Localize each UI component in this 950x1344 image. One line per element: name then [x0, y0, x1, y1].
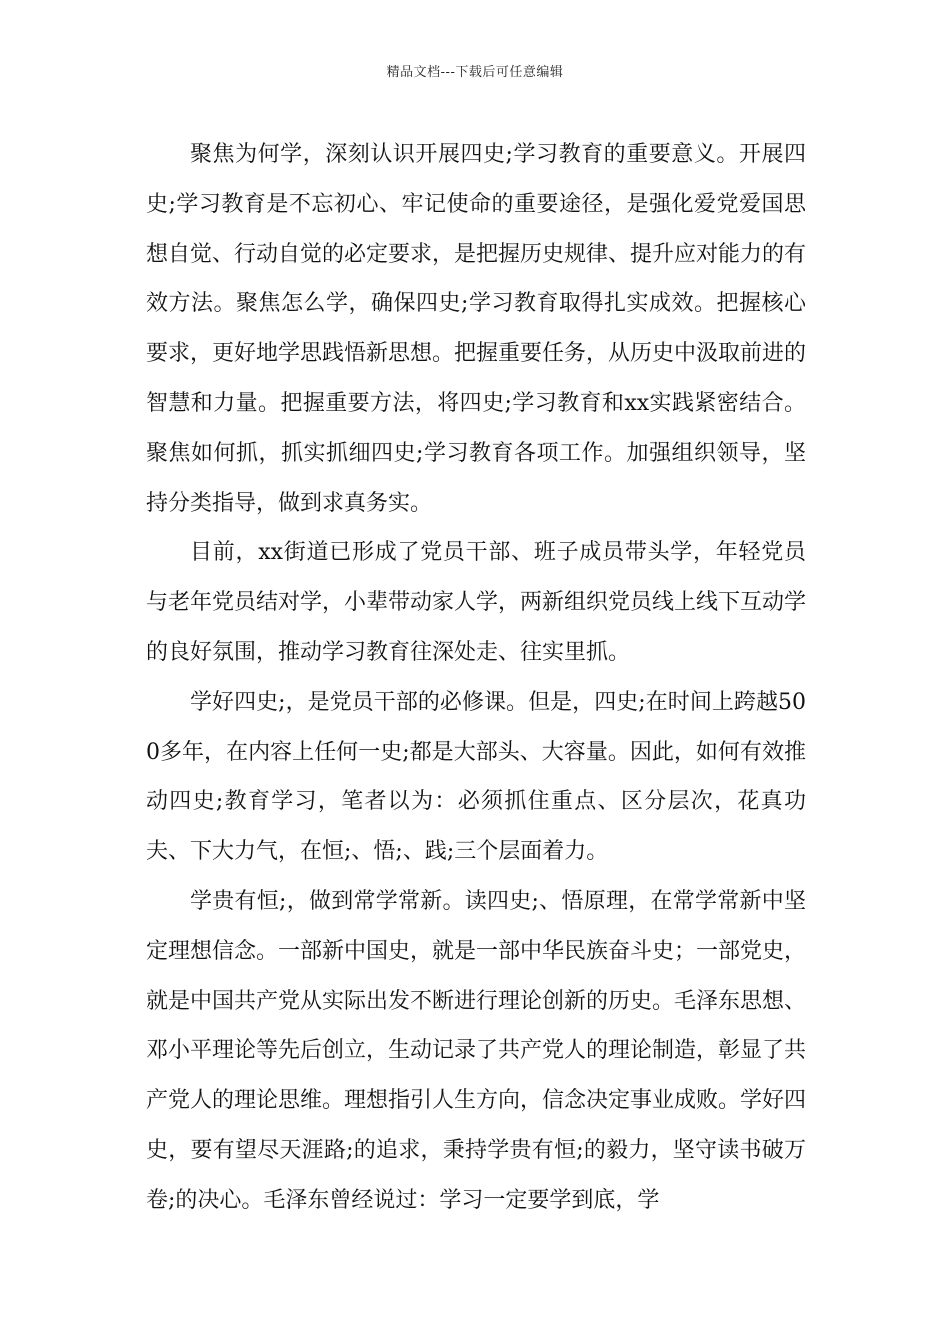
paragraph-1: 聚焦为何学，深刻认识开展四史;学习教育的重要意义。开展四史;学习教育是不忘初心、牢记使命的重要途径，是强化爱党爱国思想自觉、行动自觉的必定要求，是把握历史规律、提升应对能力的有效方法。聚焦怎么学，确保四史;学习教育取得扎实成效。把握核心要求，更好地学思践悟新思想。把握重要任务，从历史中汲取前进的智慧和力量。把握重要方法，将四史;学习教育和xx实践紧密结合。聚焦如何抓，抓实抓细四史;学习教育各项工作。加强组织领导，坚持分类指导，做到求真务实。: [146, 142, 807, 516]
document-body: [146, 130, 806, 1226]
page-header: 精品文档---下载后可任意编辑: [386, 65, 564, 80]
paragraph-2: 目前，xx街道已形成了党员干部、班子成员带头学，年轻党员与老年党员结对学，小辈带动家人学，两新组织党员线上线下互动学的良好氛围，推动学习教育往深处走、往实里抓。: [146, 540, 807, 665]
paragraph-4: 学贵有恒;，做到常学常新。读四史;、悟原理，在常学常新中坚定理想信念。一部新中国史，就是一部中华民族奋斗史；一部党史，就是中国共产党从实际出发不断进行理论创新的历史。毛泽东思想、邓小平理论等先后创立，生动记录了共产党人的理论制造，彰显了共产党人的理论思维。理想指引人生方向，信念决定事业成败。学好四史，要有望尽天涯路;的追求，秉持学贵有恒;的毅力，坚守读书破万卷;的决心。毛泽东曾经说过：学习一定要学到底，学: [146, 888, 807, 1213]
paragraph-3: 学好四史;，是党员干部的必修课。但是，四史;在时间上跨越500多年，在内容上任何一史;都是大部头、大容量。因此，如何有效推动四史;教育学习，笔者以为：必须抓住重点、区分层次，花真功夫、下大力气，在恒;、悟;、践;三个层面着力。: [146, 689, 806, 865]
